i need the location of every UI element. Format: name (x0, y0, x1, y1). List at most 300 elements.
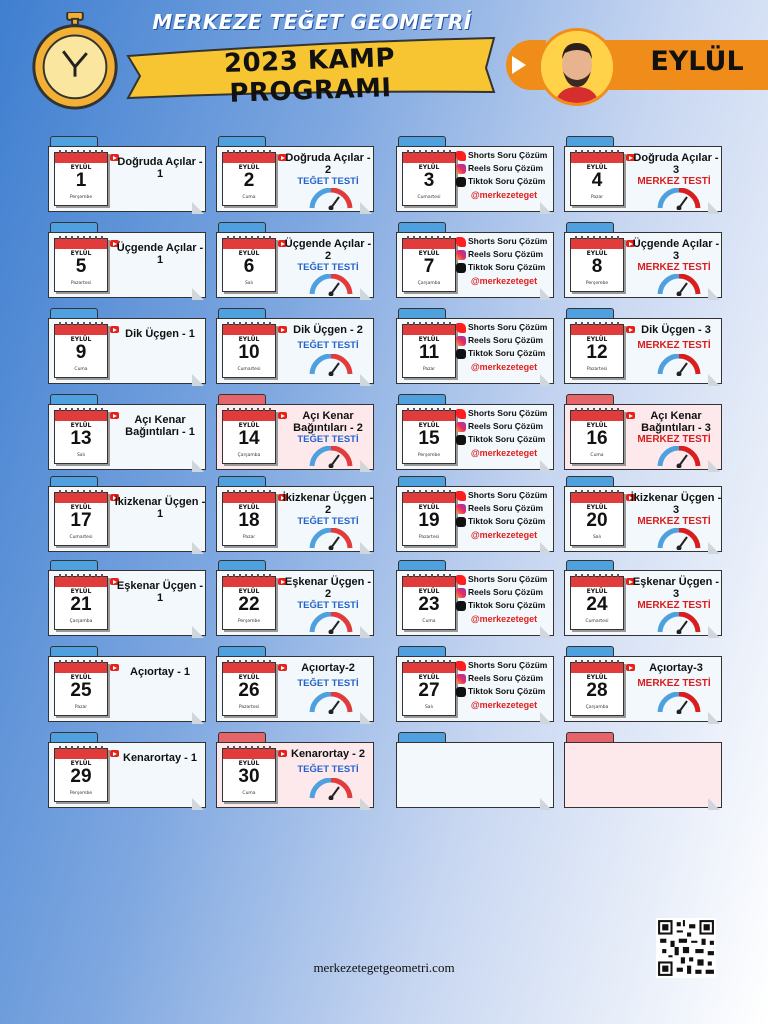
schedule-card[interactable] (564, 232, 718, 298)
calendar-header (403, 239, 455, 249)
calendar-icon (402, 576, 456, 630)
social-handle[interactable]: @merkezeteget (470, 448, 538, 458)
calendar-icon (570, 492, 624, 546)
page-fold (540, 374, 552, 386)
calendar-month: EYLÜL (586, 164, 608, 171)
lesson-title: İkizkenar Üçgen - 3 (630, 492, 722, 516)
calendar-day-number: 27 (418, 680, 440, 701)
calendar-icon (570, 576, 624, 630)
calendar-weekday: Pazar (74, 705, 88, 710)
social-row[interactable] (456, 335, 552, 348)
calendar-icon (54, 576, 108, 630)
calendar-month: EYLÜL (586, 250, 608, 257)
social-row[interactable] (456, 686, 552, 699)
calendar-day-number: 1 (75, 170, 87, 191)
schedule-card[interactable] (564, 404, 718, 470)
social-row[interactable] (456, 176, 552, 189)
calendar-icon (402, 662, 456, 716)
calendar-icon (54, 238, 108, 292)
calendar-weekday: Perşembe (585, 281, 609, 286)
calendar-month: EYLÜL (70, 588, 92, 595)
schedule-card[interactable] (216, 404, 370, 470)
lesson-title: Kenarortay - 1 (123, 752, 197, 764)
calendar-weekday: Cuma (242, 791, 256, 796)
youtube-shorts-icon (456, 575, 466, 585)
calendar-header (223, 749, 275, 759)
social-links (456, 490, 552, 540)
merkez-test-label: MERKEZ TESTİ (637, 434, 711, 445)
schedule-card[interactable] (564, 146, 718, 212)
page-fold (192, 626, 204, 638)
teget-test-label: TEĞET TESTİ (297, 600, 359, 611)
schedule-card[interactable] (216, 318, 370, 384)
lesson-title: Doğruda Açılar - 3 (633, 152, 719, 176)
social-label: Shorts Soru Çözüm (468, 150, 548, 160)
calendar-icon (570, 410, 624, 464)
calendar-day-number: 5 (75, 256, 87, 277)
tiktok-icon (456, 517, 466, 527)
calendar-weekday: Çarşamba (417, 281, 441, 286)
instagram-reels-icon (456, 422, 466, 432)
calendar-month: EYLÜL (70, 250, 92, 257)
social-label: Shorts Soru Çözüm (468, 660, 548, 670)
teget-test-label: TEĞET TESTİ (297, 678, 359, 689)
page-fold (540, 202, 552, 214)
calendar-month: EYLÜL (586, 588, 608, 595)
social-links (456, 322, 552, 372)
difficulty-gauge-icon (308, 692, 354, 714)
schedule-card[interactable] (48, 486, 206, 552)
schedule-card[interactable] (396, 486, 550, 552)
calendar-header (223, 663, 275, 673)
lesson-title: Doğruda Açılar - 2 (285, 152, 371, 176)
social-handle[interactable]: @merkezeteget (470, 362, 538, 372)
schedule-card[interactable] (48, 146, 202, 212)
calendar-day-number: 25 (70, 680, 92, 701)
calendar-day-number: 6 (243, 256, 255, 277)
calendar-day-number: 8 (591, 256, 603, 277)
schedule-card[interactable] (396, 570, 550, 636)
calendar-weekday: Pazar (422, 367, 436, 372)
social-row[interactable] (456, 490, 552, 503)
merkez-test-label: MERKEZ TESTİ (637, 262, 711, 273)
calendar-day-number: 9 (75, 342, 87, 363)
schedule-card[interactable] (564, 486, 722, 552)
calendar-icon (402, 410, 456, 464)
calendar-weekday: Salı (244, 281, 254, 286)
calendar-icon (54, 152, 108, 206)
play-icon (512, 56, 526, 74)
calendar-weekday: Pazar (590, 195, 604, 200)
calendar-weekday: Perşembe (417, 453, 441, 458)
calendar-header (403, 663, 455, 673)
merkez-test-label: MERKEZ TESTİ (637, 516, 711, 527)
social-row[interactable] (456, 673, 552, 686)
social-row[interactable] (456, 421, 552, 434)
calendar-weekday: Cuma (242, 195, 256, 200)
schedule-card[interactable] (564, 656, 718, 722)
social-handle[interactable]: @merkezeteget (470, 276, 538, 286)
calendar-header (55, 153, 107, 163)
stopwatch-icon (26, 12, 124, 110)
social-row[interactable] (456, 434, 552, 447)
page-fold (192, 374, 204, 386)
page-fold (360, 202, 372, 214)
page-fold (540, 626, 552, 638)
schedule-card[interactable] (48, 742, 202, 808)
page-fold (360, 798, 372, 810)
difficulty-gauge-icon (656, 446, 702, 468)
card-body (396, 742, 554, 808)
page-fold (192, 288, 204, 300)
schedule-card[interactable] (396, 656, 550, 722)
lesson-title: Doğruda Açılar - 1 (117, 156, 203, 180)
schedule-card[interactable] (48, 232, 202, 298)
calendar-icon (402, 152, 456, 206)
calendar-day-number: 22 (238, 594, 260, 615)
page-fold (708, 202, 720, 214)
calendar-day-number: 30 (238, 766, 260, 787)
difficulty-gauge-icon (656, 692, 702, 714)
calendar-day-number: 15 (418, 428, 440, 449)
calendar-icon (222, 748, 276, 802)
schedule-card[interactable] (396, 318, 550, 384)
calendar-weekday: Pazartesi (418, 535, 440, 540)
schedule-card[interactable] (48, 656, 202, 722)
difficulty-gauge-icon (656, 528, 702, 550)
calendar-header (55, 325, 107, 335)
calendar-icon (222, 324, 276, 378)
social-label: Shorts Soru Çözüm (468, 408, 548, 418)
calendar-icon (222, 410, 276, 464)
calendar-day-number: 12 (586, 342, 608, 363)
calendar-month: EYLÜL (418, 250, 440, 257)
calendar-header (223, 325, 275, 335)
schedule-card[interactable] (48, 318, 202, 384)
lesson-title: Açı Kenar Bağıntıları - 3 (641, 410, 711, 434)
lesson-title: Eşkenar Üçgen - 3 (632, 576, 720, 600)
merkez-test-label: MERKEZ TESTİ (637, 340, 711, 351)
schedule-card[interactable] (216, 742, 370, 808)
calendar-header (571, 577, 623, 587)
page-fold (192, 542, 204, 554)
calendar-icon (222, 576, 276, 630)
brand-title: MERKEZE TEĞET GEOMETRİ (152, 10, 472, 34)
calendar-day-number: 7 (423, 256, 435, 277)
difficulty-gauge-icon (656, 274, 702, 296)
calendar-header (223, 153, 275, 163)
page-fold (708, 374, 720, 386)
calendar-header (223, 493, 275, 503)
calendar-month: EYLÜL (418, 504, 440, 511)
social-row[interactable] (456, 574, 552, 587)
page-fold (360, 542, 372, 554)
tiktok-icon (456, 687, 466, 697)
lesson-title: Açıortay-2 (301, 662, 355, 674)
qr-code[interactable] (656, 918, 716, 978)
empty-card (564, 742, 718, 808)
calendar-month: EYLÜL (238, 588, 260, 595)
calendar-weekday: Cumartesi (69, 535, 93, 540)
calendar-icon (54, 410, 108, 464)
calendar-month: EYLÜL (70, 422, 92, 429)
merkez-test-label: MERKEZ TESTİ (637, 176, 711, 187)
page-fold (708, 288, 720, 300)
social-label: Reels Soru Çözüm (468, 673, 544, 683)
instagram-reels-icon (456, 250, 466, 260)
page-fold (360, 712, 372, 724)
calendar-day-number: 18 (238, 510, 260, 531)
calendar-weekday: Pazartesi (70, 281, 92, 286)
teget-test-label: TEĞET TESTİ (297, 262, 359, 273)
calendar-icon (222, 152, 276, 206)
difficulty-gauge-icon (656, 612, 702, 634)
calendar-header (403, 411, 455, 421)
social-row[interactable] (456, 348, 552, 361)
lesson-title: Eşkenar Üçgen - 2 (284, 576, 372, 600)
difficulty-gauge-icon (308, 612, 354, 634)
calendar-month: EYLÜL (586, 336, 608, 343)
schedule-card[interactable] (216, 570, 370, 636)
calendar-month: EYLÜL (70, 336, 92, 343)
footer-url[interactable]: merkezetegetgeometri.com (313, 960, 455, 975)
page-fold (192, 798, 204, 810)
calendar-icon (570, 238, 624, 292)
schedule-card[interactable] (48, 570, 202, 636)
schedule-card[interactable] (216, 486, 374, 552)
calendar-month: EYLÜL (70, 674, 92, 681)
schedule-card[interactable] (564, 318, 718, 384)
calendar-header (403, 153, 455, 163)
merkez-test-label: MERKEZ TESTİ (637, 600, 711, 611)
calendar-header (571, 153, 623, 163)
social-row[interactable] (456, 236, 552, 249)
calendar-weekday: Perşembe (237, 619, 261, 624)
lesson-title: Üçgende Açılar - 2 (284, 238, 372, 262)
social-row[interactable] (456, 600, 552, 613)
calendar-month: EYLÜL (238, 336, 260, 343)
teget-test-label: TEĞET TESTİ (297, 434, 359, 445)
calendar-header (223, 239, 275, 249)
calendar-weekday: Pazar (242, 535, 256, 540)
page-fold (540, 542, 552, 554)
calendar-header (571, 239, 623, 249)
calendar-icon (570, 662, 624, 716)
schedule-card[interactable] (396, 146, 550, 212)
calendar-icon (222, 662, 276, 716)
social-handle[interactable]: @merkezeteget (470, 190, 538, 200)
calendar-header (571, 411, 623, 421)
calendar-header (55, 493, 107, 503)
calendar-header (403, 493, 455, 503)
instagram-reels-icon (456, 336, 466, 346)
social-label: Tiktok Soru Çözüm (468, 686, 546, 696)
social-row[interactable] (456, 516, 552, 529)
calendar-month: EYLÜL (238, 164, 260, 171)
lesson-title: İkizkenar Üçgen - 1 (114, 496, 206, 520)
calendar-weekday: Cuma (422, 619, 436, 624)
page-fold (708, 460, 720, 472)
social-row[interactable] (456, 163, 552, 176)
calendar-weekday: Çarşamba (585, 705, 609, 710)
instagram-reels-icon (456, 164, 466, 174)
page-fold (360, 288, 372, 300)
social-row[interactable] (456, 322, 552, 335)
calendar-weekday: Cumartesi (417, 195, 441, 200)
social-label: Tiktok Soru Çözüm (468, 348, 546, 358)
calendar-day-number: 17 (70, 510, 92, 531)
instagram-reels-icon (456, 674, 466, 684)
lesson-title: Dik Üçgen - 2 (293, 324, 363, 336)
social-handle[interactable]: @merkezeteget (470, 700, 538, 710)
calendar-day-number: 29 (70, 766, 92, 787)
tiktok-icon (456, 349, 466, 359)
calendar-month: EYLÜL (70, 504, 92, 511)
page-fold (192, 712, 204, 724)
instagram-reels-icon (456, 588, 466, 598)
calendar-weekday: Cumartesi (585, 619, 609, 624)
tiktok-icon (456, 263, 466, 273)
difficulty-gauge-icon (656, 354, 702, 376)
calendar-month: EYLÜL (238, 674, 260, 681)
calendar-icon (54, 662, 108, 716)
youtube-shorts-icon (456, 491, 466, 501)
teget-test-label: TEĞET TESTİ (297, 340, 359, 351)
lesson-title: Üçgende Açılar - 1 (116, 242, 204, 266)
calendar-day-number: 14 (238, 428, 260, 449)
social-handle[interactable]: @merkezeteget (470, 614, 538, 624)
schedule-card[interactable] (216, 232, 370, 298)
calendar-day-number: 11 (418, 342, 440, 363)
social-label: Tiktok Soru Çözüm (468, 600, 546, 610)
calendar-icon (54, 324, 108, 378)
calendar-month: EYLÜL (238, 422, 260, 429)
page-fold (708, 798, 720, 810)
calendar-weekday: Perşembe (69, 195, 93, 200)
calendar-day-number: 23 (418, 594, 440, 615)
calendar-day-number: 21 (70, 594, 92, 615)
schedule-card[interactable] (396, 404, 550, 470)
youtube-shorts-icon (456, 661, 466, 671)
calendar-icon (222, 492, 276, 546)
calendar-icon (54, 492, 108, 546)
calendar-header (223, 577, 275, 587)
social-row[interactable] (456, 249, 552, 262)
page-fold (540, 798, 552, 810)
social-label: Tiktok Soru Çözüm (468, 176, 546, 186)
calendar-month: EYLÜL (418, 164, 440, 171)
month-label: EYLÜL (650, 46, 744, 77)
social-label: Reels Soru Çözüm (468, 421, 544, 431)
teget-test-label: TEĞET TESTİ (297, 764, 359, 775)
calendar-weekday: Cuma (74, 367, 88, 372)
calendar-header (403, 325, 455, 335)
calendar-month: EYLÜL (70, 760, 92, 767)
page-fold (360, 460, 372, 472)
calendar-icon (570, 324, 624, 378)
calendar-header (571, 663, 623, 673)
schedule-card[interactable] (396, 232, 550, 298)
program-title: 2023 KAMP PROGRAMI (223, 43, 396, 109)
social-links (456, 150, 552, 200)
social-links (456, 574, 552, 624)
youtube-shorts-icon (456, 151, 466, 161)
social-row[interactable] (456, 150, 552, 163)
social-handle[interactable]: @merkezeteget (470, 530, 538, 540)
social-links (456, 236, 552, 286)
difficulty-gauge-icon (308, 446, 354, 468)
calendar-header (55, 239, 107, 249)
page-fold (192, 460, 204, 472)
teget-test-label: TEĞET TESTİ (297, 176, 359, 187)
empty-card (396, 742, 550, 808)
lesson-title: Açıortay-3 (649, 662, 703, 674)
calendar-weekday: Cuma (590, 453, 604, 458)
page-fold (360, 626, 372, 638)
calendar-header (223, 411, 275, 421)
calendar-weekday: Salı (424, 705, 434, 710)
calendar-day-number: 13 (70, 428, 92, 449)
merkez-test-label: MERKEZ TESTİ (637, 678, 711, 689)
social-row[interactable] (456, 660, 552, 673)
calendar-weekday: Pazartesi (238, 705, 260, 710)
page-fold (708, 542, 720, 554)
lesson-title: Dik Üçgen - 1 (125, 328, 195, 340)
calendar-header (571, 325, 623, 335)
calendar-month: EYLÜL (418, 588, 440, 595)
social-row[interactable] (456, 408, 552, 421)
calendar-month: EYLÜL (418, 674, 440, 681)
youtube-shorts-icon (456, 323, 466, 333)
page-fold (360, 374, 372, 386)
difficulty-gauge-icon (308, 354, 354, 376)
schedule-card[interactable] (216, 146, 370, 212)
social-label: Tiktok Soru Çözüm (468, 516, 546, 526)
calendar-month: EYLÜL (418, 336, 440, 343)
calendar-day-number: 28 (586, 680, 608, 701)
social-row[interactable] (456, 262, 552, 275)
calendar-day-number: 2 (243, 170, 255, 191)
calendar-day-number: 4 (591, 170, 603, 191)
calendar-month: EYLÜL (586, 504, 608, 511)
avatar (538, 28, 616, 106)
calendar-day-number: 16 (586, 428, 608, 449)
calendar-weekday: Pazartesi (586, 367, 608, 372)
calendar-header (55, 663, 107, 673)
calendar-icon (402, 492, 456, 546)
social-label: Reels Soru Çözüm (468, 335, 544, 345)
teget-test-label: TEĞET TESTİ (297, 516, 359, 527)
difficulty-gauge-icon (308, 778, 354, 800)
social-label: Reels Soru Çözüm (468, 503, 544, 513)
header (0, 0, 768, 120)
schedule-card[interactable] (216, 656, 370, 722)
calendar-month: EYLÜL (418, 422, 440, 429)
schedule-card[interactable] (564, 570, 718, 636)
calendar-day-number: 20 (586, 510, 608, 531)
social-row[interactable] (456, 503, 552, 516)
calendar-day-number: 10 (238, 342, 260, 363)
page-fold (540, 460, 552, 472)
social-links (456, 408, 552, 458)
calendar-icon (402, 324, 456, 378)
social-label: Reels Soru Çözüm (468, 587, 544, 597)
social-row[interactable] (456, 587, 552, 600)
difficulty-gauge-icon (308, 188, 354, 210)
schedule-card[interactable] (48, 404, 202, 470)
calendar-icon (402, 238, 456, 292)
calendar-month: EYLÜL (238, 250, 260, 257)
